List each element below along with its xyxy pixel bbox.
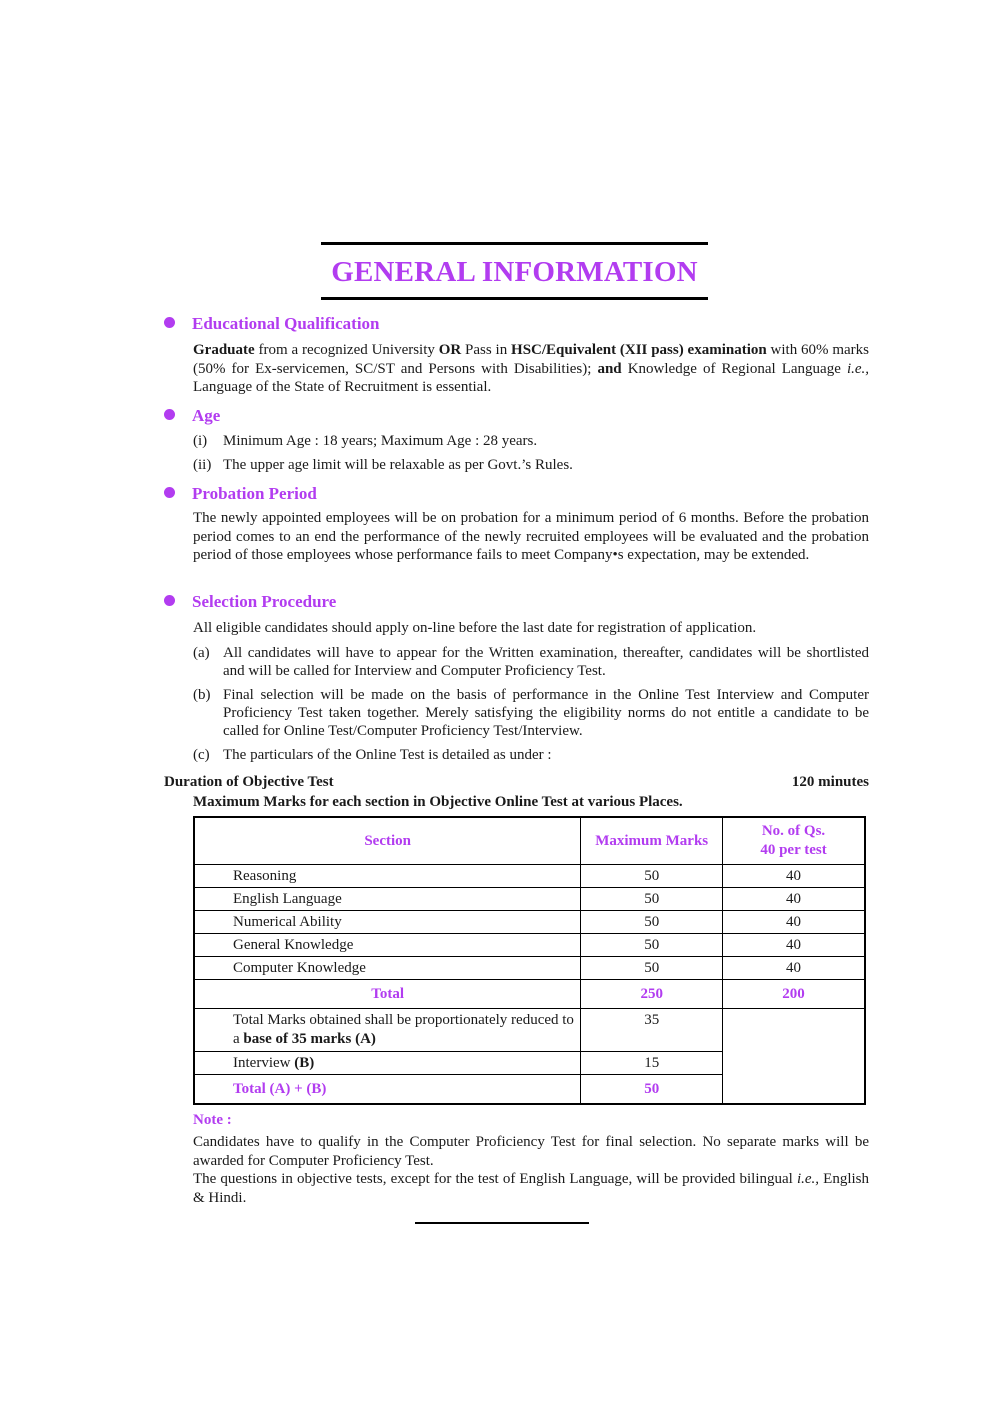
text: from a recognized University: [254, 342, 439, 358]
item-marker: (ii): [193, 457, 212, 473]
heading-age: [164, 406, 220, 426]
page-title: GENERAL INFORMATION: [331, 256, 698, 288]
note-paragraph-1: Candidates have to qualify in the Computer Proficiency Test for final selection. No separate marks will be awarded for Computer Proficiency Test.: [193, 1134, 869, 1169]
age-item: [193, 432, 869, 450]
cell-qs: 40: [723, 911, 865, 934]
age-item: [193, 456, 869, 474]
cell-section: English Language: [194, 888, 581, 911]
table-caption: Maximum Marks for each section in Objective Online Test at various Places.: [193, 794, 683, 810]
header-text: 40 per test: [760, 842, 827, 858]
text-bold: Graduate: [193, 342, 255, 358]
heading-text: Educational Qualification: [192, 314, 380, 333]
header-text: No. of Qs.: [761, 823, 826, 839]
text-bold: and: [597, 360, 622, 377]
heading-text: Age: [192, 406, 221, 425]
selection-item: [193, 644, 869, 680]
selection-intro: All eligible candidates should apply on-line before the last date for registration of application.: [193, 620, 757, 636]
cell-reduced-text: [194, 1009, 581, 1052]
note-paragraph-2: [193, 1170, 869, 1207]
table-row: [194, 888, 865, 911]
cell-reduced-marks: 35: [581, 1009, 723, 1052]
item-marker: (b): [193, 687, 211, 703]
cell-marks: 50: [581, 934, 723, 957]
duration-row: [164, 774, 869, 791]
text: Language of the State of Recruitment is essential.: [193, 379, 492, 395]
text-italic: i.e.,: [846, 360, 870, 377]
cell-total-label: Total: [194, 980, 581, 1009]
text: with 60% marks (50% for Ex-servicemen, SC/ST and Persons with Disabilities);: [193, 342, 870, 377]
table-row: [194, 865, 865, 888]
cell-marks: 50: [581, 957, 723, 980]
table-row: [194, 957, 865, 980]
cell-interview-marks: 15: [581, 1052, 723, 1075]
note-label: Note :: [193, 1112, 232, 1128]
item-text: Final selection will be made on the basis of performance in the Online Test Interview and Computer Proficiency Test taken together. Merely satisfying the eligibility norms do not entitle a candidate to be called for Online Test/Computer Proficiency Test/Interview.: [223, 687, 869, 739]
cell-marks: 50: [581, 888, 723, 911]
header-section: Section: [194, 817, 581, 865]
heading-text: Selection Procedure: [192, 592, 337, 611]
table-row: [194, 911, 865, 934]
item-marker: (c): [193, 747, 210, 763]
text-italic: i.e.,: [796, 1171, 820, 1187]
table-total-row: [194, 980, 865, 1009]
heading-selection-procedure: [164, 592, 336, 612]
probation-paragraph: The newly appointed employees will be on probation for a minimum period of 6 months. Before the probation period comes to an end the performance of the newly recruited employees will be evaluated and the probation period of those employees whose performance fails to meet Company•s expectation, may be extended.: [193, 510, 869, 563]
cell-marks: 50: [581, 865, 723, 888]
item-marker: (a): [193, 645, 210, 661]
text: Total Marks obtained shall be proportionately reduced to a: [233, 1012, 574, 1047]
text: Knowledge of Regional Language: [621, 360, 847, 377]
text: English & Hindi.: [193, 1171, 869, 1206]
cell-qs: 40: [723, 957, 865, 980]
page-title-block: [321, 242, 708, 300]
item-marker: (i): [193, 433, 208, 449]
cell-section: Reasoning: [194, 865, 581, 888]
cell-interview: [194, 1052, 581, 1075]
bullet-icon: [164, 409, 175, 420]
cell-total-marks: 250: [581, 980, 723, 1009]
text-bold: base of 35 marks (A): [243, 1031, 376, 1047]
bullet-icon: [164, 317, 175, 328]
education-paragraph: [193, 341, 869, 397]
table-row: [194, 934, 865, 957]
cell-empty: [723, 1009, 865, 1105]
header-max-marks: Maximum Marks: [581, 817, 723, 865]
selection-item: [193, 746, 869, 764]
table-header-row: [194, 817, 865, 865]
heading-probation-period: [164, 484, 317, 504]
selection-item: [193, 686, 869, 740]
item-text: The upper age limit will be relaxable as per Govt.’s Rules.: [223, 457, 573, 473]
header-no-of-qs: [723, 817, 865, 865]
item-text: All candidates will have to appear for the Written examination, thereafter, candidates will be shortlisted and will be called for Interview and Computer Proficiency Test.: [223, 645, 869, 679]
cell-section: General Knowledge: [194, 934, 581, 957]
cell-qs: 40: [723, 888, 865, 911]
item-text: The particulars of the Online Test is detailed as under :: [223, 747, 552, 763]
text: Pass in: [461, 342, 512, 358]
duration-label: Duration of Objective Test: [164, 774, 334, 790]
cell-grand-total-label: Total (A) + (B): [194, 1075, 581, 1105]
text-bold: HSC/Equivalent (XII pass) examination: [511, 342, 767, 358]
cell-section: Computer Knowledge: [194, 957, 581, 980]
duration-value: 120 minutes: [791, 774, 869, 790]
bullet-icon: [164, 595, 175, 606]
table-row-reduced: [194, 1009, 865, 1052]
heading-text: Probation Period: [192, 484, 317, 503]
text-bold: (B): [294, 1054, 315, 1071]
item-text: Minimum Age : 18 years; Maximum Age : 28 years.: [223, 433, 538, 449]
text: The questions in objective tests, except for the test of English Language, will be provided bilingual: [193, 1171, 797, 1187]
text-bold: OR: [438, 342, 462, 358]
marks-table: [193, 816, 866, 1105]
cell-total-qs: 200: [723, 980, 865, 1009]
cell-section: Numerical Ability: [194, 911, 581, 934]
footer-divider: [415, 1222, 589, 1224]
cell-marks: 50: [581, 911, 723, 934]
cell-qs: 40: [723, 934, 865, 957]
cell-grand-total-marks: 50: [581, 1075, 723, 1105]
cell-qs: 40: [723, 865, 865, 888]
heading-educational-qualification: [164, 314, 380, 334]
bullet-icon: [164, 487, 175, 498]
text: Interview: [233, 1054, 295, 1071]
